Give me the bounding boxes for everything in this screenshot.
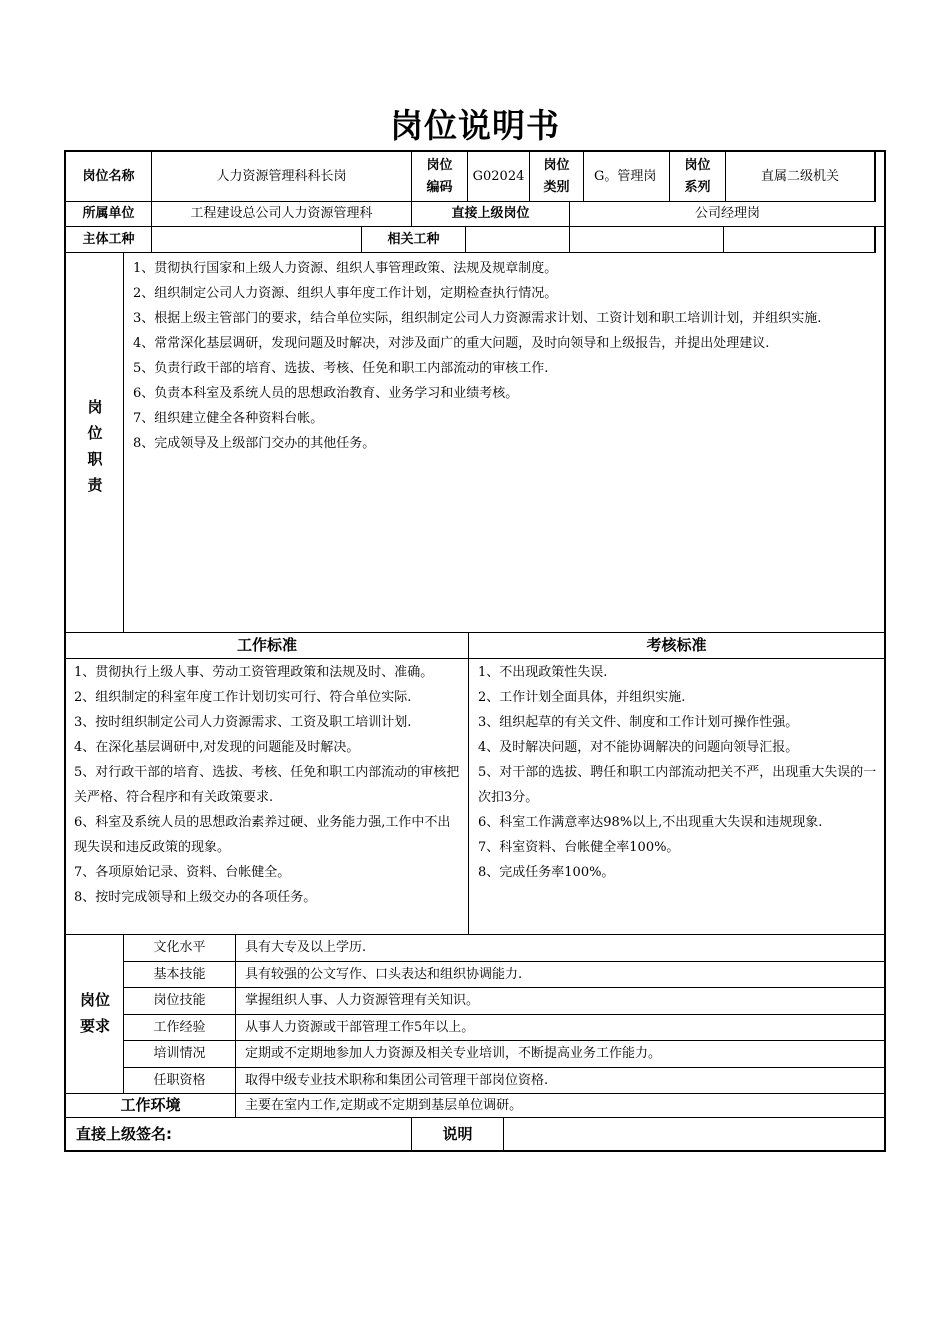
work-standard-item-8: 8、按时完成领导和上级交办的各项任务。 [74,890,317,905]
work-standard-item-1: 1、贯彻执行上级人事、劳动工资管理政策和法规及时、准确。 [74,665,434,680]
duty-item-7: 7、组织建立健全各种资料台帐。 [133,411,324,426]
post-code-label: 岗位 编码 [412,152,468,202]
work-standard-item-6: 6、科室及系统人员的思想政治素养过硬、业务能力强,工作中不出现失误和违反政策的现象。 [74,815,451,855]
requirement-key: 培训情况 [124,1041,236,1068]
post-name-label: 岗位名称 [66,152,152,202]
related-work-type-value [466,227,570,253]
assessment-standard-item-5: 5、对干部的选拔、聘任和职工内部流动把关不严，出现重大失误的一次扣3分。 [478,765,877,805]
work-standard-list [74,660,462,910]
page-title: 岗位说明书 [390,106,560,145]
post-name-value: 人力资源管理科科长岗 [152,152,412,202]
duty-item-6: 6、负责本科室及系统人员的思想政治教育、业务学习和业绩考核。 [133,386,519,401]
work-standard-item-5: 5、对行政干部的培育、选拔、考核、任免和职工内部流动的审核把关严格、符合程序和有关政策要求. [74,765,460,805]
environment-value: 主要在室内工作,定期或不定期到基层单位调研。 [236,1094,885,1118]
duty-item-5: 5、负责行政干部的培育、选拔、考核、任免和职工内部流动的审核工作. [133,361,549,376]
assessment-standard-header: 考核标准 [469,633,885,659]
post-category-label: 岗位 类别 [530,152,584,202]
duty-item-4: 4、常常深化基层调研，发现问题及时解决，对涉及面广的重大问题，及时向领导和上级报告，并提出处理建议. [133,336,770,351]
standards-right-border [884,659,885,934]
assessment-standard-item-1: 1、不出现政策性失误. [478,665,608,680]
assessment-standard-item-8: 8、完成任务率100%。 [478,865,615,880]
work-standard-item-4: 4、在深化基层调研中,对发现的问题能及时解决。 [74,740,360,755]
requirement-value: 定期或不定期地参加人力资源及相关专业培训，不断提高业务工作能力。 [236,1041,885,1068]
unit-value: 工程建设总公司人力资源管理科 [152,202,412,227]
environment-label: 工作环境 [66,1094,236,1118]
assessment-standard-item-6: 6、科室工作满意率达98%以上,不出现重大失误和违规现象. [478,815,823,830]
assessment-standard-item-3: 3、组织起草的有关文件、制度和工作计划可操作性强。 [478,715,799,730]
duties-right-border [884,253,885,633]
duty-item-2: 2、组织制定公司人力资源、组织人事年度工作计划，定期检查执行情况。 [133,286,558,301]
main-work-type-value [152,227,362,253]
requirement-value: 从事人力资源或干部管理工作5年以上。 [236,1015,885,1041]
requirement-value: 掌握组织人事、人力资源管理有关知识。 [236,988,885,1015]
related-work-type-extra [570,227,724,253]
related-work-type-label: 相关工种 [362,227,466,253]
superior-post-value: 公司经理岗 [570,202,886,227]
superior-signature-label: 直接上级签名: [66,1118,412,1150]
post-series-value: 直属二级机关 [726,152,876,202]
requirement-key: 文化水平 [124,935,236,962]
duties-label: 岗 位 职 责 [87,398,103,494]
requirement-value: 取得中级专业技术职称和集团公司管理干部岗位资格. [236,1068,885,1094]
requirement-key: 基本技能 [124,962,236,988]
superior-post-label: 直接上级岗位 [412,202,570,227]
duty-item-1: 1、贯彻执行国家和上级人力资源、组织人事管理政策、法规及规章制度。 [133,261,558,276]
duty-item-8: 8、完成领导及上级部门交办的其他任务。 [133,436,376,451]
work-standard-header: 工作标准 [66,633,469,659]
requirement-value: 具有大专及以上学历. [236,935,885,962]
note-label: 说明 [412,1118,504,1150]
work-standard-item-2: 2、组织制定的科室年度工作计划切实可行、符合单位实际. [74,690,412,705]
post-code-value: G02024 [468,152,530,202]
requirements-label: 岗位 要求 [79,991,110,1035]
work-standard-item-7: 7、各项原始记录、资料、台帐健全。 [74,865,291,880]
related-work-type-extra-2 [724,227,876,253]
duty-item-3: 3、根据上级主管部门的要求，结合单位实际，组织制定公司人力资源需求计划、工资计划和职工培训计划，并组织实施. [133,311,822,326]
work-standard-item-3: 3、按时组织制定公司人力资源需求、工资及职工培训计划. [74,715,412,730]
requirement-key: 岗位技能 [124,988,236,1015]
duties-list [133,256,878,456]
standards-divider [468,659,469,934]
note-value [504,1118,884,1150]
main-work-type-label: 主体工种 [66,227,152,253]
assessment-standard-list [478,660,878,885]
assessment-standard-item-2: 2、工作计划全面具体，并组织实施. [478,690,686,705]
assessment-standard-item-7: 7、科室资料、台帐健全率100%。 [478,840,680,855]
unit-label: 所属单位 [66,202,152,227]
requirement-value: 具有较强的公文写作、口头表达和组织协调能力. [236,962,885,988]
post-series-label: 岗位 系列 [670,152,726,202]
assessment-standard-item-4: 4、及时解决问题，对不能协调解决的问题向领导汇报。 [478,740,799,755]
post-category-value: G。管理岗 [584,152,670,202]
requirement-key: 任职资格 [124,1068,236,1094]
requirement-key: 工作经验 [124,1015,236,1041]
